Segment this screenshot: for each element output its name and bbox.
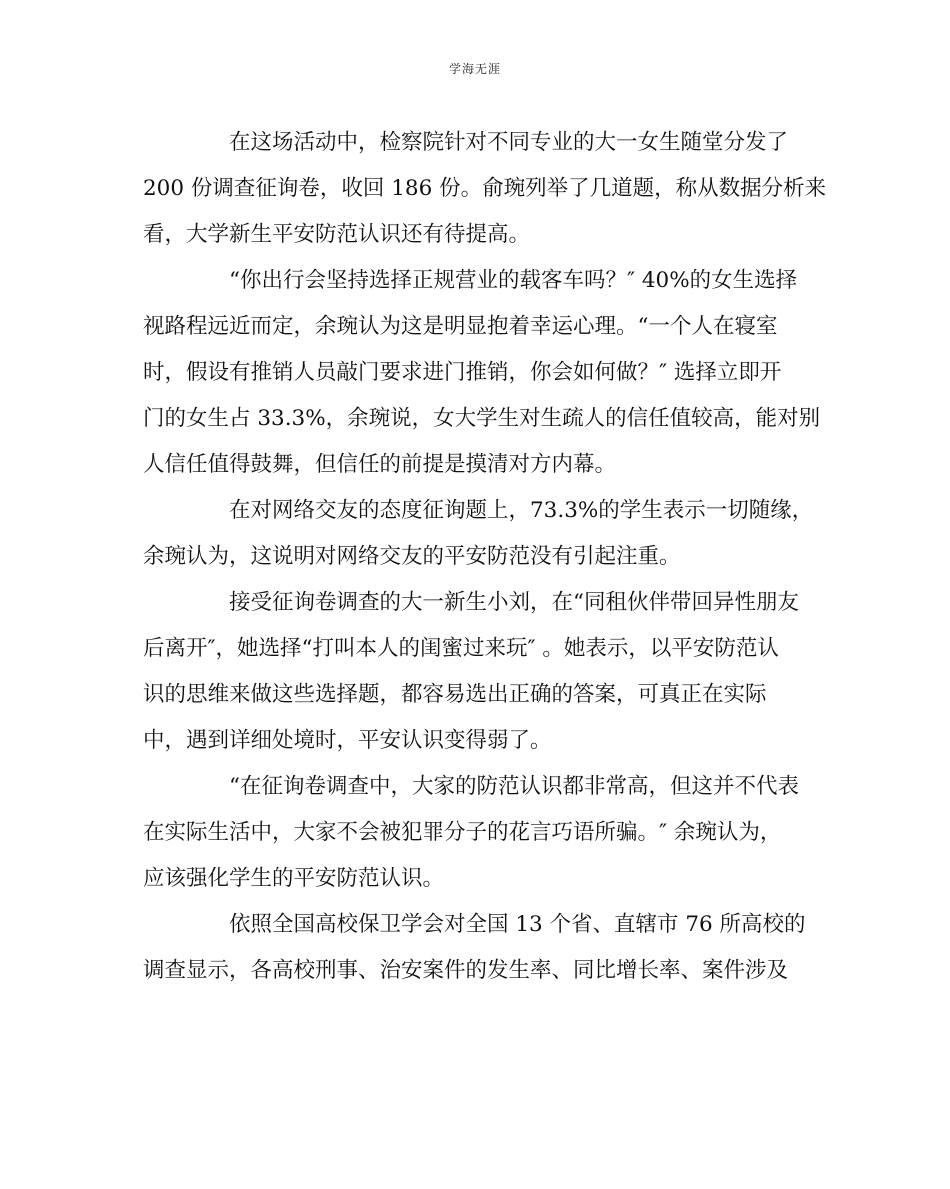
text-line: 在这场活动中，检察院针对不同专业的大一女生随堂分发了	[229, 130, 789, 155]
paragraph	[143, 488, 814, 580]
text-line: “在征询卷调查中，大家的防范认识都非常高，但这并不代表	[229, 774, 799, 799]
text-line: 接受征询卷调查的大一新生小刘，在“同租伙伴带回异性朋友	[229, 590, 799, 615]
text-line: 在实际生活中，大家不会被犯罪分子的花言巧语所骗。″ 余琬认为，	[143, 820, 782, 845]
text-line: 调查显示，各高校刑事、治安案件的发生率、同比增长率、案件涉及	[143, 958, 789, 983]
paragraph	[143, 258, 821, 488]
text-line: 余琬认为，这说明对网络交友的平安防范没有引起注重。	[143, 544, 681, 569]
text-line: 200 份调查征询卷，收回 186 份。俞琬列举了几道题，称从数据分析来	[143, 176, 827, 201]
text-line: 在对网络交友的态度征询题上，73.3%的学生表示一切随缘，	[229, 498, 814, 523]
text-line: 依照全国高校保卫学会对全国 13 个省、直辖市 76 所高校的	[229, 912, 806, 937]
paragraph	[143, 902, 809, 994]
text-line: 看，大学新生平安防范认识还有待提高。	[143, 222, 531, 247]
document-body	[143, 120, 827, 994]
text-line: 视路程远近而定，余琬认为这是明显抱着幸运心理。“一个人在寝室	[143, 314, 778, 339]
page-header: 学海无涯	[448, 62, 501, 76]
text-line: 识的思维来做这些选择题，都容易选出正确的答案，可真正在实际	[143, 682, 767, 707]
text-line: 时，假设有推销人员敲门要求进门推销，你会如何做？″ 选择立即开	[143, 360, 782, 385]
paragraph	[143, 120, 827, 258]
paragraph	[143, 764, 809, 902]
paragraph	[143, 580, 809, 764]
text-line: 应该强化学生的平安防范认识。	[143, 866, 445, 891]
text-line: 中，遇到详细处境时，平安认识变得弱了。	[143, 728, 552, 753]
text-line: 人信任值得鼓舞，但信任的前提是摸清对方内幕。	[143, 452, 617, 477]
text-line: 后离开″，她选择“打叫本人的闺蜜过来玩″ 。她表示，以平安防范认	[143, 636, 779, 661]
text-line: “你出行会坚持选择正规营业的载客车吗？″ 40%的女生选择	[229, 268, 798, 293]
text-line: 门的女生占 33.3%，余琬说，女大学生对生疏人的信任值较高，能对别	[143, 406, 821, 431]
